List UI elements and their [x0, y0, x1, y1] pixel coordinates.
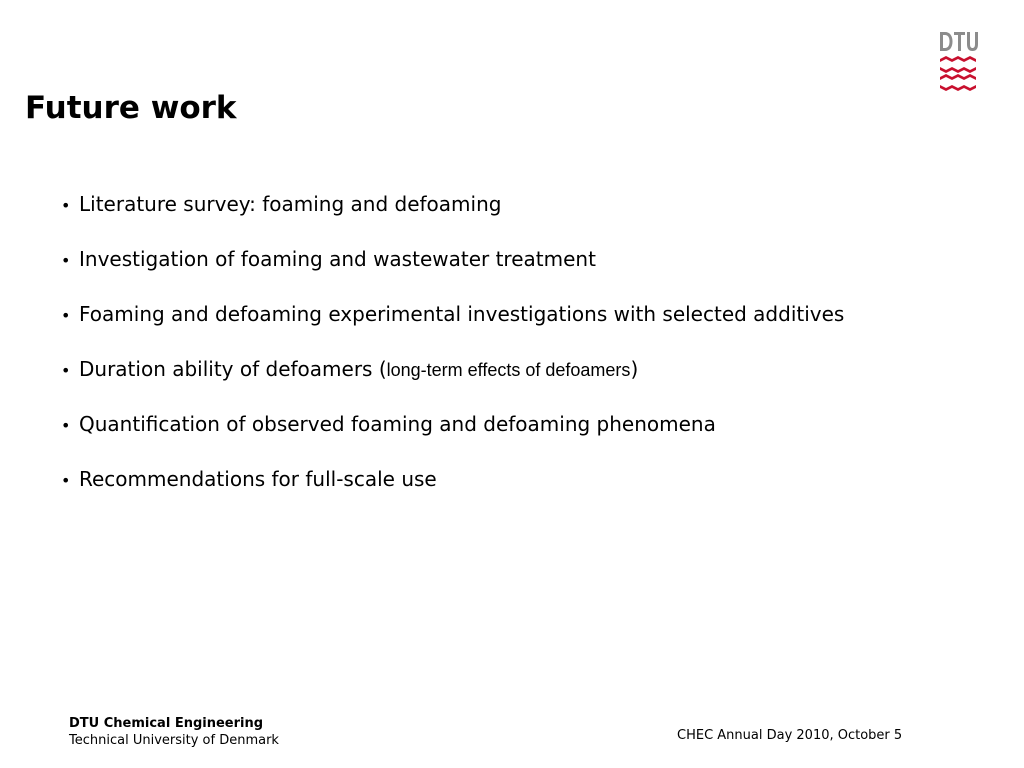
- footer-university: Technical University of Denmark: [69, 733, 279, 748]
- footer-institution: [69, 715, 279, 749]
- bullet-icon: •: [61, 361, 71, 380]
- bullet-text-parenthetical: long-term effects of defoamers: [386, 360, 631, 380]
- bullet-text: [79, 355, 638, 384]
- slide-title: Future work: [25, 90, 237, 126]
- bullet-icon: •: [61, 251, 71, 270]
- bullet-item: [61, 190, 844, 245]
- bullet-text: Quantification of observed foaming and defoaming phenomena: [79, 412, 716, 436]
- bullet-item: [61, 355, 844, 410]
- footer-department: DTU Chemical Engineering: [69, 716, 264, 731]
- bullet-text: Investigation of foaming and wastewater treatment: [79, 247, 596, 271]
- bullet-text-main: Duration ability of defoamers (: [79, 357, 387, 381]
- bullet-text-close: ): [630, 357, 639, 381]
- bullet-icon: •: [61, 471, 71, 490]
- bullet-item: [61, 410, 844, 465]
- footer-event: CHEC Annual Day 2010, October 5: [677, 728, 903, 743]
- bullet-item: [61, 465, 844, 520]
- dtu-logo-icon: [938, 30, 980, 92]
- bullet-item: [61, 300, 844, 355]
- bullet-text: Literature survey: foaming and defoaming: [79, 192, 502, 216]
- bullet-icon: •: [61, 306, 71, 325]
- bullet-item: [61, 245, 844, 300]
- bullet-icon: •: [61, 196, 71, 215]
- bullet-text: Recommendations for full-scale use: [79, 467, 437, 491]
- bullet-text: Foaming and defoaming experimental investigations with selected additives: [79, 302, 845, 326]
- bullet-list: [61, 190, 844, 520]
- bullet-icon: •: [61, 416, 71, 435]
